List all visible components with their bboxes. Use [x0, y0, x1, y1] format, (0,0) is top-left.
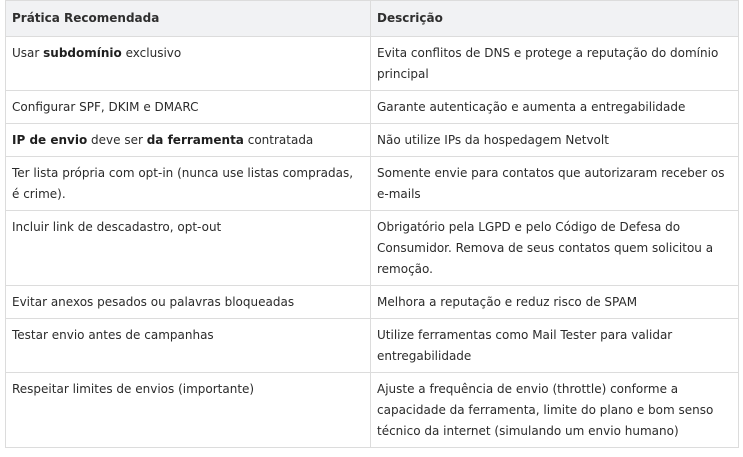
table-row	[6, 286, 739, 319]
table-row	[6, 157, 739, 211]
practice-cell: Configurar SPF, DKIM e DMARC	[6, 91, 371, 124]
table-header	[6, 1, 739, 37]
practice-cell: Usar subdomínio exclusivo	[6, 37, 371, 91]
header-practice: Prática Recomendada	[6, 1, 371, 37]
practice-cell: IP de envio deve ser da ferramenta contratada	[6, 124, 371, 157]
emphasis-text: subdomínio	[43, 46, 122, 60]
practice-cell: Testar envio antes de campanhas	[6, 319, 371, 373]
table-row	[6, 211, 739, 286]
table-row	[6, 319, 739, 373]
emphasis-text: IP de envio	[12, 133, 88, 147]
description-cell: Não utilize IPs da hospedagem Netvolt	[371, 124, 739, 157]
table-row	[6, 37, 739, 91]
practice-cell: Ter lista própria com opt-in (nunca use listas compradas, é crime).	[6, 157, 371, 211]
table-row	[6, 373, 739, 448]
table-row	[6, 91, 739, 124]
description-cell: Melhora a reputação e reduz risco de SPAM	[371, 286, 739, 319]
practice-cell: Respeitar limites de envios (importante)	[6, 373, 371, 448]
emphasis-text: da ferramenta	[146, 133, 244, 147]
practice-cell: Evitar anexos pesados ou palavras bloqueadas	[6, 286, 371, 319]
best-practices-table	[5, 0, 739, 448]
description-cell: Somente envie para contatos que autorizaram receber os e-mails	[371, 157, 739, 211]
table-body	[6, 37, 739, 448]
header-description: Descrição	[371, 1, 739, 37]
practice-cell: Incluir link de descadastro, opt-out	[6, 211, 371, 286]
description-cell: Evita conflitos de DNS e protege a reputação do domínio principal	[371, 37, 739, 91]
table-row	[6, 124, 739, 157]
header-row	[6, 1, 739, 37]
description-cell: Ajuste a frequência de envio (throttle) conforme a capacidade da ferramenta, limite do plano e bom senso técnico da internet (simulando um envio humano)	[371, 373, 739, 448]
description-cell: Utilize ferramentas como Mail Tester para validar entregabilidade	[371, 319, 739, 373]
description-cell: Garante autenticação e aumenta a entregabilidade	[371, 91, 739, 124]
description-cell: Obrigatório pela LGPD e pelo Código de Defesa do Consumidor. Remova de seus contatos quem solicitou a remoção.	[371, 211, 739, 286]
